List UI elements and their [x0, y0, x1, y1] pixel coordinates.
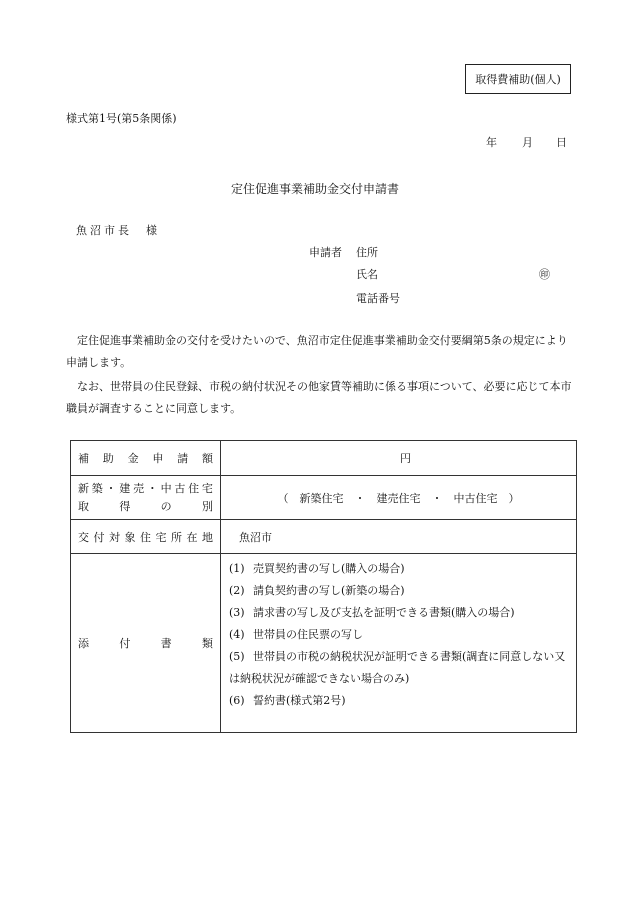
label-char: 添 — [78, 637, 89, 650]
attachments-list — [221, 554, 577, 733]
label-char: 象 — [124, 530, 136, 544]
name-label: 氏名 — [356, 268, 378, 281]
date-year-label: 年 — [486, 136, 497, 149]
attachments-label — [71, 554, 221, 733]
seal-mark: ㊞ — [539, 268, 550, 281]
table-row-attachments — [71, 554, 577, 733]
list-item-number: (1) — [229, 562, 245, 575]
label-char: 所 — [171, 530, 182, 544]
applicant-label: 申請者 — [309, 246, 342, 259]
application-table — [70, 440, 577, 733]
date-day-label: 日 — [556, 136, 567, 149]
housing-type-label-line2 — [78, 498, 213, 516]
label-char: 築 — [91, 481, 103, 495]
phone-label: 電話番号 — [356, 292, 400, 305]
amount-label — [71, 441, 221, 476]
list-item — [229, 580, 570, 602]
list-item — [229, 690, 570, 712]
list-item — [229, 602, 570, 624]
addressee: 魚沼市長 様 — [76, 224, 160, 237]
label-char: 住 — [140, 530, 151, 544]
table-row-housing-type — [71, 476, 577, 520]
amount-value: 円 — [221, 441, 577, 476]
location-value: 魚沼市 — [221, 520, 577, 554]
document-title: 定住促進事業補助金交付申請書 — [230, 182, 399, 196]
table-row-location — [71, 520, 577, 554]
label-char: 交 — [78, 530, 89, 544]
attachments-label-text — [78, 635, 213, 651]
label-char: 書 — [160, 637, 172, 650]
application-statement: 定住促進事業補助金の交付を受けたいので、魚沼市定住促進事業補助金交付要綱第5条の規定により申請します。 — [66, 334, 568, 369]
label-char: 地 — [202, 530, 213, 544]
consent-statement: なお、世帯員の住民登録、市税の納付状況その他家賃等補助に係る事項について、必要に応じて本市職員が調査することに同意します。 — [66, 380, 572, 415]
label-char: 宅 — [201, 481, 213, 495]
list-item-number: (4) — [229, 628, 245, 641]
label-char: 申 — [152, 452, 164, 465]
amount-label-text — [78, 450, 213, 466]
label-char: 助 — [102, 452, 114, 465]
label-char: 金 — [127, 452, 139, 465]
location-label-text — [78, 529, 213, 545]
label-char: ・ — [105, 481, 117, 495]
table-row-amount — [71, 441, 577, 476]
list-item-number: (2) — [229, 584, 245, 597]
subsidy-type-badge: 取得費補助(個人) — [465, 64, 571, 94]
list-item-text: 請求書の写し及び支払を証明できる書類(購入の場合) — [253, 606, 515, 619]
label-char: 得 — [119, 499, 131, 513]
list-item-text: 誓約書(様式第2号) — [253, 694, 346, 707]
label-char: 額 — [201, 452, 213, 465]
label-char: 住 — [188, 481, 200, 495]
form-number: 様式第1号(第5条関係) — [66, 112, 177, 125]
date-month-label: 月 — [522, 136, 533, 149]
list-item — [229, 558, 570, 580]
label-char: 付 — [93, 530, 105, 544]
address-label: 住所 — [356, 246, 378, 259]
label-char: 建 — [119, 481, 131, 495]
location-label — [71, 520, 221, 554]
label-char: 取 — [78, 499, 89, 513]
label-char: 補 — [78, 452, 89, 465]
label-char: 在 — [186, 530, 198, 544]
list-item-text: 世帯員の住民票の写し — [253, 628, 363, 641]
label-char: 新 — [78, 481, 89, 495]
list-item-number: (6) — [229, 694, 245, 707]
label-char: 対 — [109, 530, 120, 544]
label-char: 付 — [119, 637, 131, 650]
list-item — [229, 646, 570, 690]
list-item-number: (5) — [229, 650, 245, 663]
label-char: 中 — [160, 481, 172, 495]
housing-type-label-line1 — [78, 480, 213, 498]
label-char: 古 — [174, 481, 186, 495]
label-char: 別 — [201, 499, 213, 513]
list-item-text: 世帯員の市税の納税状況が証明できる書類(調査に同意しない又は納税状況が確認できない場合のみ) — [229, 650, 566, 685]
list-item-number: (3) — [229, 606, 245, 619]
list-item-text: 請負契約書の写し(新築の場合) — [253, 584, 405, 597]
label-char: の — [160, 499, 172, 513]
list-item — [229, 624, 570, 646]
label-char: ・ — [146, 481, 158, 495]
list-item-text: 売買契約書の写し(購入の場合) — [253, 562, 405, 575]
label-char: 請 — [177, 452, 189, 465]
housing-type-label — [71, 476, 221, 520]
label-char: 売 — [133, 481, 145, 495]
label-char: 宅 — [155, 530, 167, 544]
housing-type-options: （ 新築住宅 ・ 建売住宅 ・ 中古住宅 ） — [221, 476, 577, 520]
label-char: 類 — [201, 637, 213, 650]
